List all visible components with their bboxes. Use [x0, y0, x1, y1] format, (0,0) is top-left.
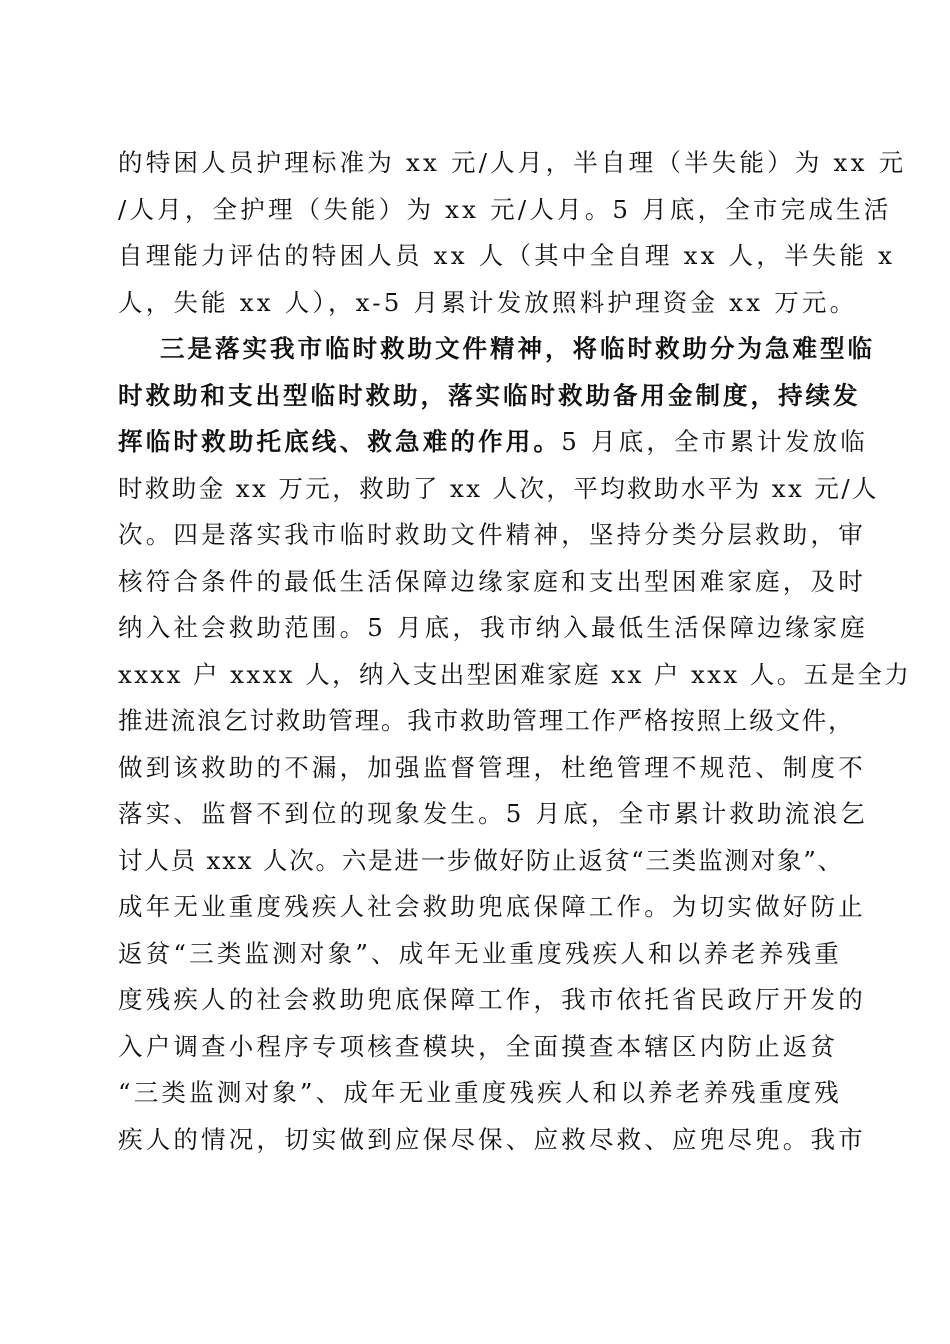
text-line-bold: 时救助和支出型临时救助，落实临时救助备用金制度，持续发	[118, 380, 861, 410]
text-line: 的特困人员护理标准为 xx 元/人月，半自理（半失能）为 xx 元	[118, 148, 907, 177]
text-line: 入户调查小程序专项核查模块，全面摸查本辖区内防止返贫	[118, 1031, 839, 1061]
text-line: /人月，全护理（失能）为 xx 元/人月。5 月底，全市完成生活	[118, 194, 892, 224]
text-line-bold	[118, 326, 875, 373]
text-line: 疾人的情况，切实做到应保尽保、应救尽救、应兜尽兜。我市	[118, 1124, 866, 1154]
text-line: xxxx 户 xxxx 人，纳入支出型困难家庭 xx 户 xxx 人。五是全力	[118, 659, 912, 689]
text-line: 返贫“三类监测对象”、成年无业重度残疾人和以养老养残重	[118, 938, 842, 968]
text-line: 讨人员 xxx 人次。六是进一步做好防止返贫“三类监测对象”、	[118, 845, 844, 875]
text-line: 成年无业重度残疾人社会救助兜底保障工作。为切实做好防止	[118, 892, 866, 921]
text-line-mixed	[118, 419, 868, 466]
normal-text: 5 月底，全市累计发放临	[561, 427, 868, 456]
body-text	[118, 140, 912, 1163]
text-line: “三类监测对象”、成年无业重度残疾人和以养老养残重度残	[118, 1078, 842, 1107]
bold-text: 三是落实我市临时救助文件精神，将临时救助分为急难型临	[160, 334, 875, 363]
text-line: 推进流浪乞讨救助管理。我市救助管理工作严格按照上级文件，	[118, 706, 855, 735]
text-line: 时救助金 xx 万元，救助了 xx 人次，平均救助水平为 xx 元/人	[118, 473, 879, 503]
text-line: 落实、监督不到位的现象发生。5 月底，全市累计救助流浪乞	[118, 799, 868, 828]
text-line: 次。四是落实我市临时救助文件精神，坚持分类分层救助，审	[118, 520, 866, 549]
bold-text: 挥临时救助托底线、救急难的作用。	[118, 427, 562, 456]
text-line: 做到该救助的不漏，加强监督管理，杜绝管理不规范、制度不	[118, 752, 866, 782]
text-line: 核符合条件的最低生活保障边缘家庭和支出型困难家庭，及时	[118, 566, 866, 596]
text-line: 自理能力评估的特困人员 xx 人（其中全自理 xx 人，半失能 x	[118, 241, 896, 270]
text-line: 人，失能 xx 人），x-5 月累计发放照料护理资金 xx 万元。	[118, 287, 858, 317]
text-line: 度残疾人的社会救助兜底保障工作，我市依托省民政厅开发的	[118, 985, 866, 1014]
text-line: 纳入社会救助范围。5 月底，我市纳入最低生活保障边缘家庭	[118, 613, 868, 642]
